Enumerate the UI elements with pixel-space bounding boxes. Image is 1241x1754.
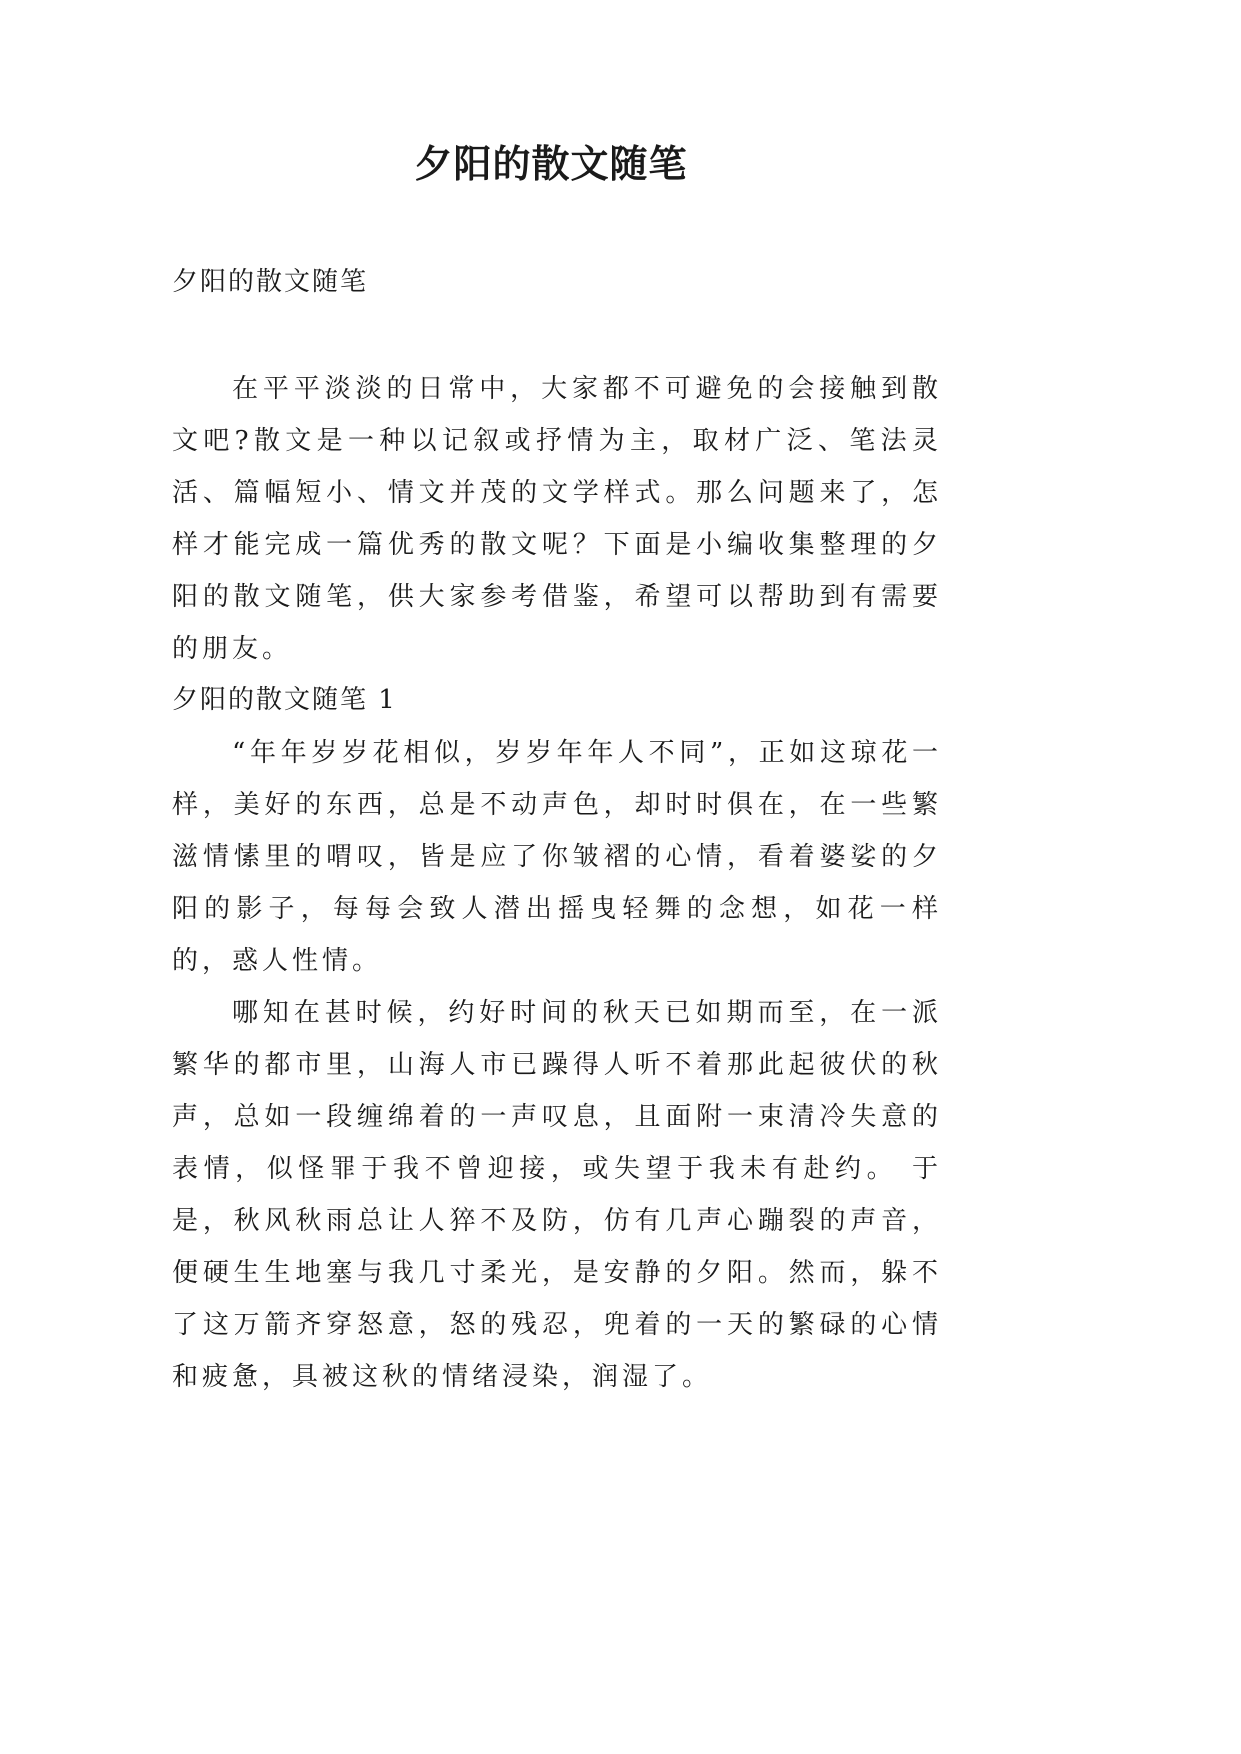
document-title: 夕阳的散文随笔 bbox=[414, 141, 688, 186]
body-paragraph: “年年岁岁花相似，岁岁年年人不同”，正如这琼花一样，美好的东西，总是不动声色，却时时俱在，在一些繁滋情愫里的喟叹，皆是应了你皱褶的心情，看着婆娑的夕阳的影子，每每会致人潜出摇曳轻舞的念想，如花一样的，惑人性情。 bbox=[172, 738, 942, 976]
body-paragraph: 哪知在甚时候，约好时间的秋天已如期而至，在一派繁华的都市里，山海人市已躁得人听不着那此起彼伏的秋声，总如一段缠绵着的一声叹息，且面附一束清冷失意的表情，似怪罪于我不曾迎接，或失望于我未有赴约。 于是，秋风秋雨总让人猝不及防，仿有几声心蹦裂的声音，便硬生生地塞与我几寸柔光，是安静的夕阳。然而，躲不了这万箭齐穿怒意，怒的残忍，兜着的一天的繁碌的心情和疲惫，具被这秋的情绪浸染，润湿了。 bbox=[172, 998, 942, 1392]
document-subtitle: 夕阳的散文随笔 bbox=[172, 267, 369, 297]
section-heading: 夕阳的散文随笔 1 bbox=[172, 685, 397, 715]
intro-paragraph: 在平平淡淡的日常中，大家都不可避免的会接触到散文吧?散文是一种以记叙或抒情为主，取材广泛、笔法灵活、篇幅短小、情文并茂的文学样式。那么问题来了，怎样才能完成一篇优秀的散文呢？下面是小编收集整理的夕阳的散文随笔，供大家参考借鉴，希望可以帮助到有需要的朋友。 bbox=[172, 374, 942, 664]
